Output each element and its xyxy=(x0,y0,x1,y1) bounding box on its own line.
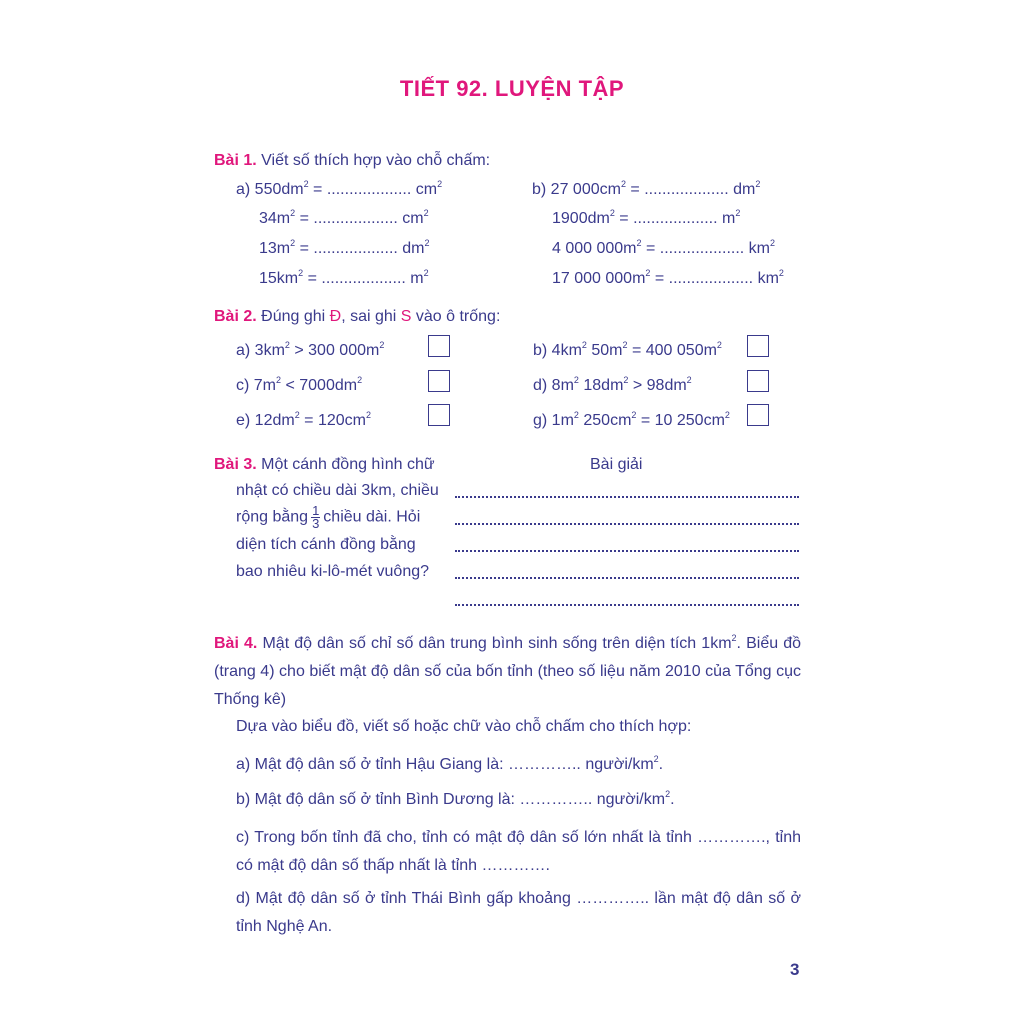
bai4-intro: Bài 4. Mật độ dân số chỉ số dân trung bình sinh sống trên diện tích $1km^2$. Biểu đồ (trang 4) cho biết mật độ dân số của bốn tỉnh (theo số liệu năm 2010 của Tổng cục Thống kê) xyxy=(214,633,802,708)
bai1-b2: $1900dm^2$ = ................... $m^2$ xyxy=(552,208,741,227)
bai3-line5: bao nhiêu ki-lô-mét vuông? xyxy=(236,563,430,580)
bai2-a: a) $3km^2 > 300$ $000m^2$ xyxy=(236,340,385,359)
answer-box-d[interactable] xyxy=(747,370,769,392)
answer-box-a[interactable] xyxy=(428,335,450,357)
bai1-b3: 4 000 $000m^2$ = ................... $km^2$ xyxy=(552,238,776,257)
answer-line-4[interactable] xyxy=(455,577,799,579)
answer-box-c[interactable] xyxy=(428,370,450,392)
fraction-one-third: $\frac{1}{3}$ xyxy=(312,503,320,531)
answer-line-5[interactable] xyxy=(455,604,799,606)
bai1-a1: a) $550dm^2$ = ................... $cm^2$ xyxy=(236,179,443,198)
page-title: TIẾT 92. LUYỆN TẬP xyxy=(399,76,625,101)
bai1-a4: $15km^2$ = ................... $m^2$ xyxy=(259,268,429,287)
bai4-question-a: a) Mật độ dân số ở tỉnh Hậu Giang là: ………….. người/$km^2$. xyxy=(236,754,664,773)
sai-letter: S xyxy=(400,308,412,325)
bai2-c: c) $7m^2 < 7000dm^2$ xyxy=(236,375,363,394)
answer-line-3[interactable] xyxy=(455,550,799,552)
page-number: 3 xyxy=(790,960,800,979)
bai1-label: Bài 1. xyxy=(214,152,257,169)
bai2-d: d) $8m^2$ $18dm^2 > 98dm^2$ xyxy=(533,375,692,394)
bai4-question-d: d) Mật độ dân số ở tỉnh Thái Bình gấp khoảng ………….. lần mật độ dân số ở tỉnh Nghệ An. xyxy=(236,890,801,935)
bai3-line2: nhật có chiều dài 3km, chiều xyxy=(236,482,439,499)
bai2-b: b) $4km^2$ $50m^2 = 400$ $050m^2$ xyxy=(533,340,722,359)
bai2-g: g) $1m^2$ $250cm^2 = 10$ $250cm^2$ xyxy=(533,410,730,429)
solution-heading: Bài giải xyxy=(590,456,643,473)
bai3-line1: Bài 3. Một cánh đồng hình chữ xyxy=(214,456,435,473)
bai1-a2: $34m^2$ = ................... $cm^2$ xyxy=(259,208,429,227)
bai4-question-b: b) Mật độ dân số ở tỉnh Bình Dương là: ………….. người/$km^2$. xyxy=(236,789,675,808)
answer-line-1[interactable] xyxy=(455,496,799,498)
bai1-b4: 17 000 $000m^2$ = ................... $km^2$ xyxy=(552,268,784,287)
bai4-instruction: Dựa vào biểu đồ, viết số hoặc chữ vào chỗ chấm cho thích hợp: xyxy=(236,718,692,735)
bai2-heading: Bài 2. Đúng ghi Đ, sai ghi S vào ô trống: xyxy=(214,308,501,325)
bai4-question-c: c) Trong bốn tỉnh đã cho, tỉnh có mật độ dân số lớn nhất là tỉnh …………., tỉnh có mật độ dân số thấp nhất là tỉnh …………. xyxy=(236,829,801,874)
answer-box-g[interactable] xyxy=(747,404,769,426)
answer-box-b[interactable] xyxy=(747,335,769,357)
bai3-line3: rộng bằng $\frac{1}{3}$ chiều dài. Hỏi xyxy=(236,503,421,531)
bai3-line4: diện tích cánh đồng bằng xyxy=(236,536,416,553)
answer-line-2[interactable] xyxy=(455,523,799,525)
bai1-a3: $13m^2$ = ................... $dm^2$ xyxy=(259,238,430,257)
bai1-heading xyxy=(214,152,490,170)
bai2-e: e) $12dm^2 = 120cm^2$ xyxy=(236,410,371,429)
bai1-b1: b) 27 $000cm^2$ = ................... $dm^2$ xyxy=(532,179,761,198)
dung-letter: Đ xyxy=(329,308,342,325)
answer-box-e[interactable] xyxy=(428,404,450,426)
bai1-instruction: Viết số thích hợp vào chỗ chấm: xyxy=(256,152,491,169)
